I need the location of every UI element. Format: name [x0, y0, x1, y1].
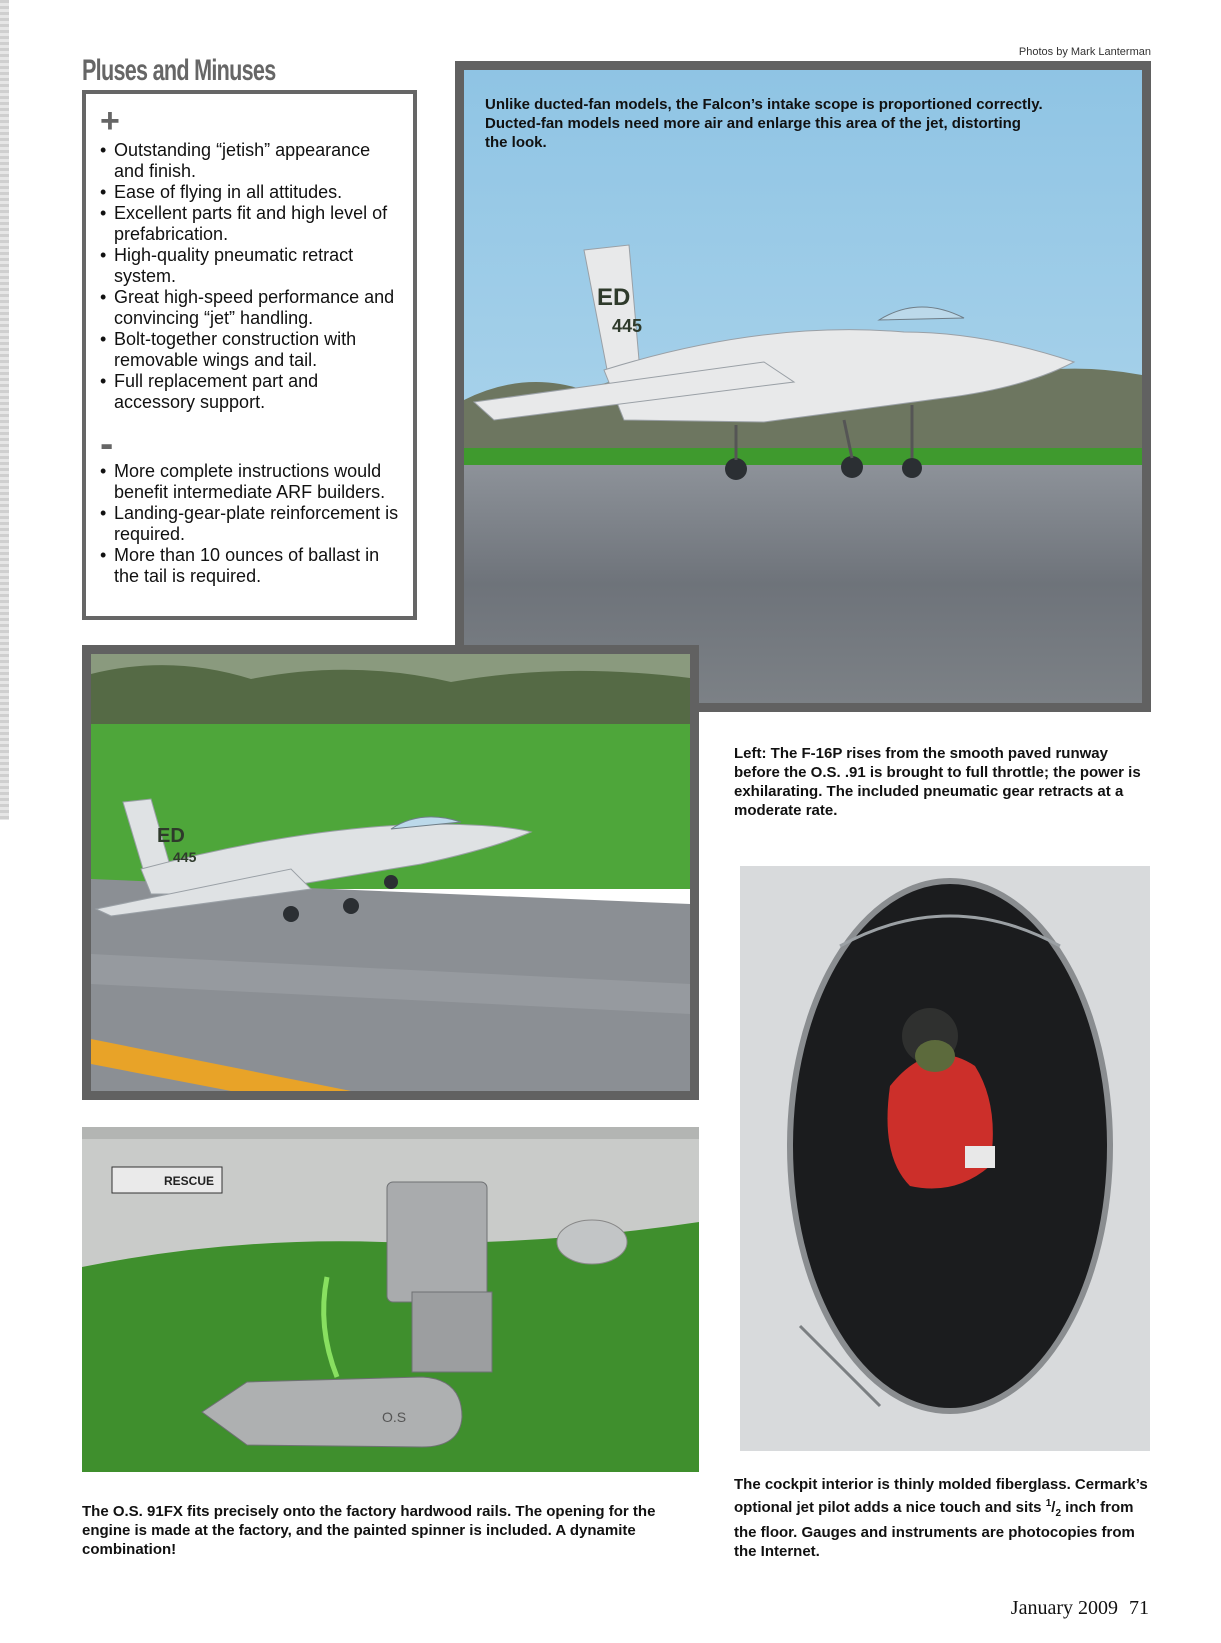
page-number: 71 [1129, 1597, 1149, 1619]
page-footer [1011, 1597, 1149, 1620]
pluses-minuses-box [82, 90, 417, 620]
cockpit-caption-fraction-den: 2 [1055, 1508, 1061, 1519]
minuses-list [100, 461, 399, 587]
plus-item: • Bolt-together construction with removable wings and tail. [100, 329, 399, 371]
minus-item: • Landing-gear-plate reinforcement is required. [100, 503, 399, 545]
takeoff-photo-caption: Left: The F-16P rises from the smooth paved runway before the O.S. .91 is brought to full throttle; the power is exhilarating. The included pneumatic gear retracts at a moderate rate. [734, 745, 1141, 819]
minus-item: • More than 10 ounces of ballast in the tail is required. [100, 545, 399, 587]
cockpit-photo-caption: The cockpit interior is thinly molded fiberglass. Cermark’s optional jet pilot adds a nice touch and sits $^1/_2$ inch from the floor. Gauges and instruments are photocopies from the Internet. [734, 1476, 1148, 1560]
tail-number-text: 445 [173, 849, 197, 865]
photo-credit: Photos by Mark Lanterman [1018, 46, 1151, 58]
plus-item: • Ease of flying in all attitudes. [100, 182, 399, 203]
tail-code-text: ED [597, 284, 631, 311]
issue-date: January 2009 [1010, 1597, 1118, 1619]
plus-item: • Excellent parts fit and high level of prefabrication. [100, 203, 399, 245]
plus-item: • Outstanding “jetish” appearance and finish. [100, 140, 399, 182]
pluses-minuses-heading: Pluses and Minuses [82, 54, 276, 87]
engine-image [82, 1127, 699, 1472]
photo-jet-takeoff [82, 645, 699, 1100]
cockpit-image [740, 866, 1150, 1451]
photo-cockpit [740, 866, 1150, 1451]
photo-jet-on-runway [455, 61, 1151, 712]
minus-icon: - [100, 422, 114, 466]
tail-code-text: ED [157, 825, 185, 847]
jet-takeoff-image [91, 654, 690, 1091]
jet-on-runway-image [464, 70, 1142, 703]
plus-item: • High-quality pneumatic retract system. [100, 245, 399, 287]
tail-number-text: 445 [612, 316, 643, 336]
plus-item: • Great high-speed performance and convincing “jet” handling. [100, 287, 399, 329]
plus-icon: + [100, 102, 120, 140]
engine-photo-caption: The O.S. 91FX fits precisely onto the factory hardwood rails. The opening for the engine is made at the factory, and the painted spinner is included. A dynamite combination! [82, 1503, 656, 1558]
pluses-list [100, 140, 399, 413]
cockpit-caption-part2: inch from the floor. Gauges and instruments are photocopies from the Internet. [734, 1499, 1135, 1560]
rescue-placard-text: RESCUE [164, 1174, 215, 1188]
minus-item: • More complete instructions would benefit intermediate ARF builders. [100, 461, 399, 503]
cockpit-caption-part1: The cockpit interior is thinly molded fiberglass. Cermark’s optional jet pilot adds a nice touch and sits [734, 1476, 1148, 1516]
engine-brand-text: O.S [382, 1409, 407, 1425]
page-edge-strip [0, 0, 9, 820]
top-photo-caption: Unlike ducted-fan models, the Falcon’s intake scope is proportioned correctly. Ducted-fan models need more air and enlarge this area of the jet, distorting the look. [485, 96, 1043, 151]
cockpit-caption-fraction-num: 1 [1045, 1498, 1052, 1509]
photo-engine [82, 1127, 699, 1472]
plus-item: • Full replacement part and accessory support. [100, 371, 399, 413]
